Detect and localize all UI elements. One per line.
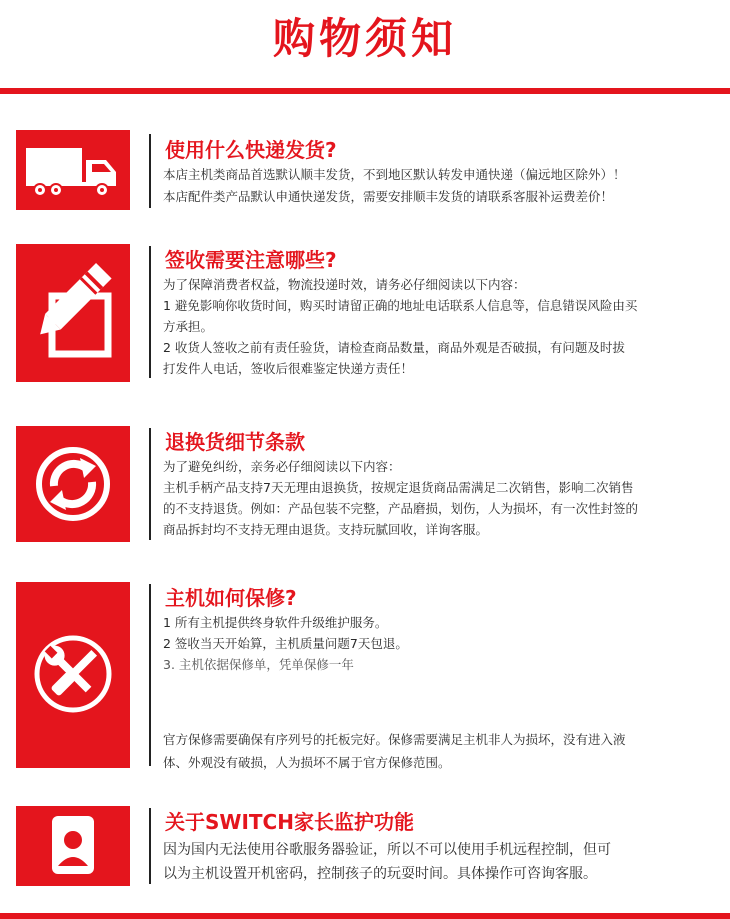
section-divider: [149, 134, 151, 208]
section-text: 2 收货人签收之前有责任验货，请检查商品数量，商品外观是否破损，有问题及时拔: [163, 340, 625, 355]
section-divider: [149, 246, 151, 378]
section-heading: 退换货细节条款: [165, 430, 305, 454]
user-icon-box: [16, 806, 130, 886]
section-divider: [149, 584, 151, 766]
section-text: 1 所有主机提供终身软件升级维护服务。: [163, 615, 388, 630]
sign-pencil-icon-box: [16, 244, 130, 382]
section-divider: [149, 428, 151, 540]
section-text: 为了避免纠纷，亲务必仔细阅读以下内容：: [163, 459, 401, 474]
wrench-screwdriver-icon-box: [16, 582, 130, 768]
top-divider: [0, 88, 730, 94]
section-text: 因为国内无法使用谷歌服务器验证，所以不可以使用手机远程控制，但可: [163, 842, 611, 858]
user-icon: [16, 806, 130, 886]
section-text: 以为主机设置开机密码，控制孩子的玩耍时间。具体操作可咨询客服。: [163, 866, 597, 882]
section-text: 本店配件类产品默认申通快递发货，需要安排顺丰发货的请联系客服补运费差价！: [163, 189, 614, 204]
section-text: 商品拆封均不支持无理由退货。支持玩腻回收，详询客服。: [163, 522, 489, 537]
truck-icon-box: [16, 130, 130, 210]
section-heading: 签收需要注意哪些?: [165, 248, 337, 272]
section-divider: [149, 808, 151, 884]
section-heading: 主机如何保修?: [165, 586, 297, 610]
wrench-screwdriver-icon: [16, 582, 130, 768]
section-text: 打发件人电话，签收后很难鉴定快递方责任！: [163, 361, 414, 376]
section-text: 体、外观没有破损，人为损坏不属于官方保修范围。: [163, 755, 451, 770]
section-text: 为了保障消费者权益，物流投递时效，请务必仔细阅读以下内容：: [163, 277, 526, 292]
section-text: 主机手柄产品支持7天无理由退换货，按规定退货商品需满足二次销售，影响二次销售: [163, 480, 634, 495]
truck-icon: [16, 130, 130, 210]
section-text: 方承担。: [163, 319, 214, 334]
section-text: 2 签收当天开始算，主机质量问题7天包退。: [163, 636, 408, 651]
section-text: 本店主机类商品首选默认顺丰发货，不到地区默认转发申通快递（偏远地区除外）！: [163, 167, 626, 182]
section-heading: 关于SWITCH家长监护功能: [165, 810, 414, 834]
exchange-arrows-icon: [16, 426, 130, 542]
sign-pencil-icon: [16, 244, 130, 382]
section-text: 1 避免影响你收货时间，购买时请留正确的地址电话联系人信息等，信息错误风险由买: [163, 298, 638, 313]
section-heading: 使用什么快递发货?: [165, 138, 337, 162]
bottom-divider: [0, 913, 730, 919]
section-text: 的不支持退货。例如：产品包装不完整，产品磨损，划伤，人为损坏，有一次性封签的: [163, 501, 639, 516]
section-text: 官方保修需要确保有序列号的托板完好。保修需要满足主机非人为损坏，没有进入液: [163, 732, 626, 747]
exchange-arrows-icon-box: [16, 426, 130, 542]
section-text: 3. 主机依据保修单，凭单保修一年: [163, 657, 354, 672]
page-title: 购物须知: [272, 14, 457, 63]
